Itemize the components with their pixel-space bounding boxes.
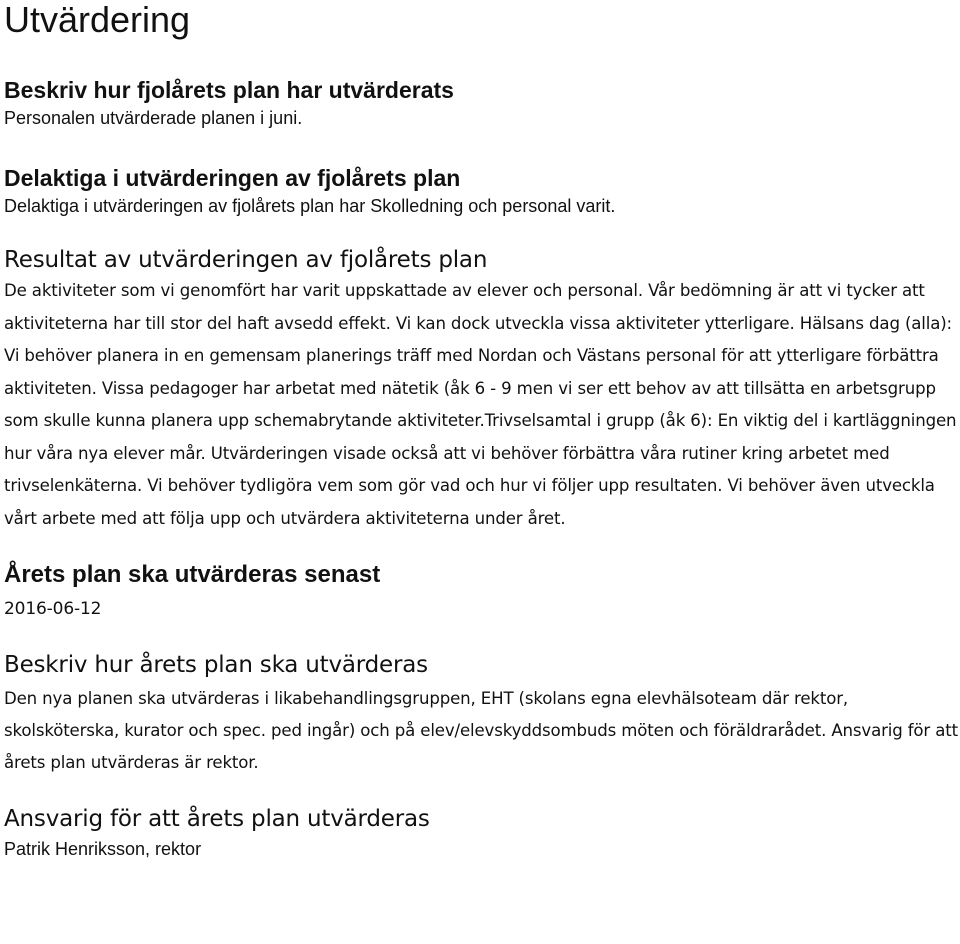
section-body: Delaktiga i utvärderingen av fjolårets plan har Skolledning och personal varit. — [4, 196, 616, 216]
section-heading: Delaktiga i utvärderingen av fjolårets plan — [4, 165, 461, 191]
page-title: Utvärdering — [4, 0, 191, 40]
section-body: Den nya planen ska utvärderas i likabehandlingsgruppen, EHT (skolans egna elevhälsoteam där rektor, skolsköterska, kurator och spec. ped ingår) och på elev/elevskyddsombuds möten och föräldrarådet. Ansvarig för att årets plan utvärderas är rektor. — [4, 689, 958, 772]
section-body: Patrik Henriksson, rektor — [4, 839, 202, 859]
section-heading: Resultat av utvärderingen av fjolårets plan — [4, 247, 488, 273]
section-heading: Beskriv hur årets plan ska utvärderas — [4, 652, 428, 678]
section-responsible — [4, 805, 960, 863]
section-heading: Årets plan ska utvärderas senast — [4, 561, 381, 588]
section-evaluation-deadline — [4, 561, 960, 625]
section-participants-last-year — [4, 163, 960, 219]
section-evaluation-method-last-year — [4, 75, 960, 131]
section-body: Personalen utvärderade planen i juni. — [4, 108, 303, 128]
section-result-last-year — [4, 245, 960, 535]
section-heading: Ansvarig för att årets plan utvärderas — [4, 806, 430, 832]
section-body: De aktiviteter som vi genomfört har varit uppskattade av elever och personal. Vår bedömning är att vi tycker att aktiviteterna har till stor del haft avsedd effekt. Vi kan dock utveckla vissa aktiviteter ytterligare. Hälsans dag (alla): Vi behöver planera in en gemensam planerings träff med Nordan och Västans personal för att ytterligare förbättra aktiviteten. Vissa pedagoger har arbetat med nätetik (åk 6 - 9 men vi ser ett behov av att tillsätta en arbetsgrupp som skulle kunna planera upp schemabrytande aktiviteter.Trivselsamtal i grupp (åk 6): En viktig del i kartläggningen hur våra nya elever mår. Utvärderingen visade också att vi behöver förbättra våra rutiner kring arbetet med trivselenkäterna. Vi behöver tydligöra vem som gör vad och hur vi följer upp resultaten. Vi behöver även utveckla vårt arbete med att följa upp och utvärdera aktiviteterna under året. — [4, 281, 957, 528]
section-evaluation-method-this-year — [4, 651, 960, 779]
section-body: 2016-06-12 — [4, 599, 102, 619]
section-heading: Beskriv hur fjolårets plan har utvärderats — [4, 77, 454, 103]
